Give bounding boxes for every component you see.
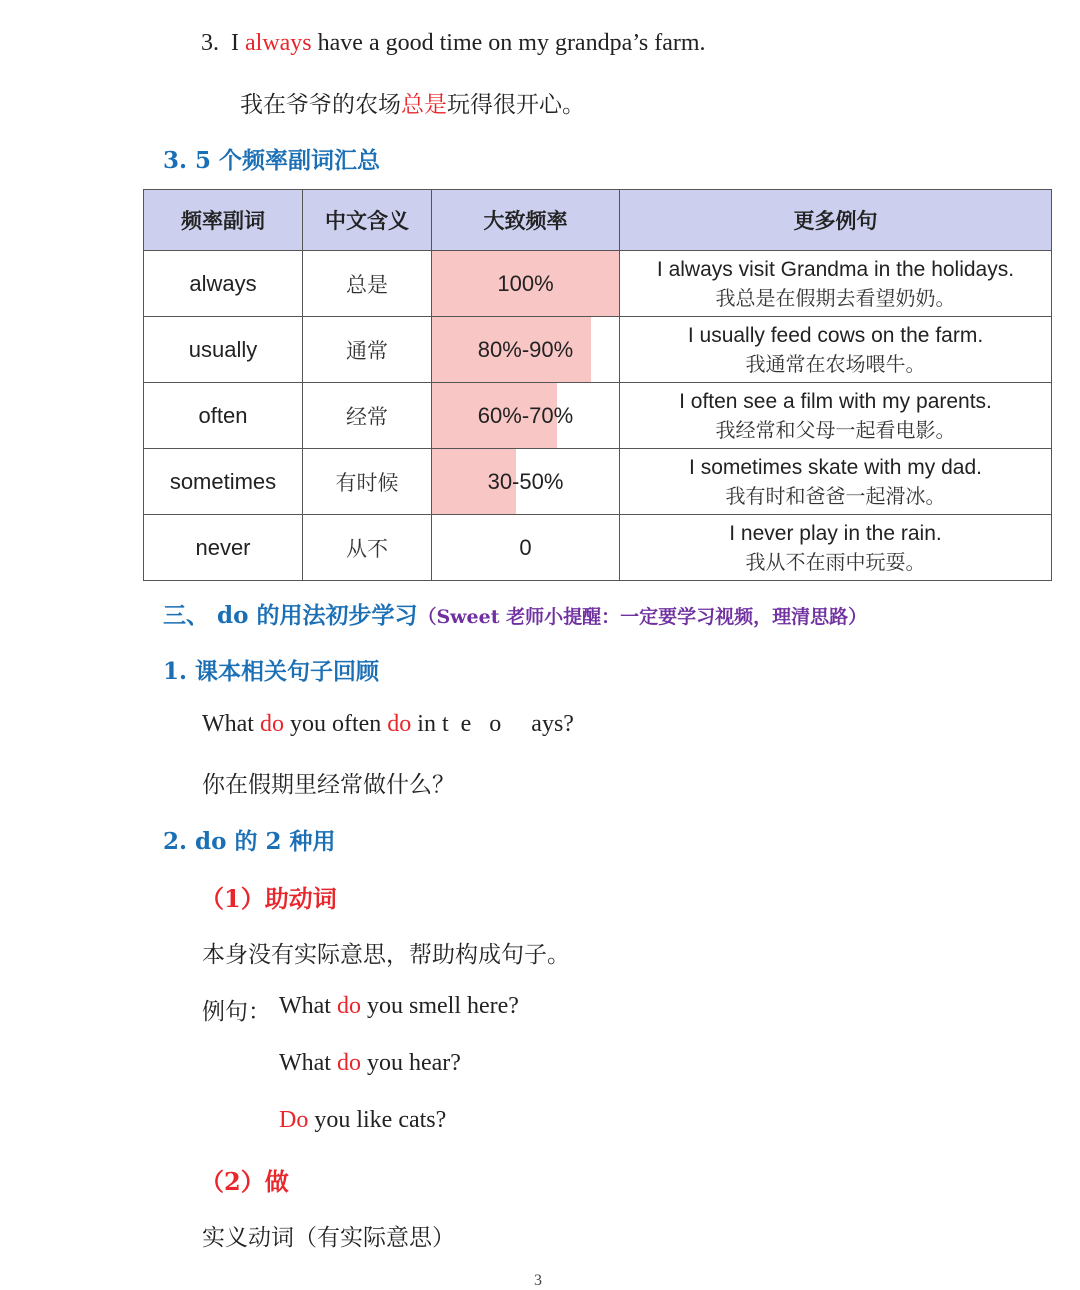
- example-en: I sometimes skate with my dad.: [689, 455, 982, 479]
- frequency-value: 0: [519, 534, 532, 560]
- example-sentence-3: [201, 30, 706, 57]
- page-number: 3: [534, 1272, 542, 1289]
- table-row: [144, 317, 1052, 383]
- ex1-post: you smell here?: [360, 993, 519, 1019]
- example-zh: 我通常在农场喂牛。: [745, 351, 926, 376]
- sentence-post: have a good time on my grandpa’s farm.: [311, 30, 706, 56]
- frequency-value: 100%: [497, 270, 554, 296]
- question-do-1: do: [259, 711, 284, 737]
- table-row: [144, 449, 1052, 515]
- frequency-cell: [432, 251, 620, 317]
- adverb-cell: often: [144, 383, 303, 449]
- example-zh: 我从不在雨中玩耍。: [745, 549, 926, 574]
- header-examples: 更多例句: [620, 190, 1052, 251]
- frequency-cell: [432, 317, 620, 383]
- adverb-cell: never: [144, 515, 303, 581]
- ex2-post: you hear?: [360, 1050, 461, 1076]
- part-auxiliary-verb-desc: 本身没有实际意思，帮助构成句子。: [202, 942, 570, 968]
- frequency-cell: [432, 383, 620, 449]
- table-row: [144, 515, 1052, 581]
- question-mid: you often: [283, 711, 388, 737]
- meaning-cell: 总是: [303, 251, 432, 317]
- frequency-value: 60%-70%: [477, 402, 574, 428]
- example-en: I always visit Grandma in the holidays.: [656, 257, 1015, 281]
- subheading-textbook-review: 1. 课本相关句子回顾: [163, 658, 380, 685]
- ex2-pre: What: [279, 1050, 337, 1076]
- table-row: [144, 251, 1052, 317]
- meaning-cell: 有时候: [303, 449, 432, 515]
- example-cell: [620, 449, 1052, 515]
- ex1-do: do: [336, 993, 361, 1019]
- meaning-cell: 通常: [303, 317, 432, 383]
- ex1-pre: What: [279, 993, 337, 1019]
- part-auxiliary-verb-title: （1）助动词: [200, 884, 337, 913]
- meaning-cell: 经常: [303, 383, 432, 449]
- section-heading-do-usage: [163, 597, 867, 630]
- example-en: I often see a film with my parents.: [679, 389, 992, 413]
- sentence-number: 3.: [201, 30, 219, 56]
- adverb-cell: sometimes: [144, 449, 303, 515]
- question-post: in t e o ays?: [411, 711, 574, 737]
- example-cell: [620, 515, 1052, 581]
- table-row: [144, 383, 1052, 449]
- section-do-note: （Sweet 老师小提醒：一定要学习视频，理清思路）: [417, 606, 868, 628]
- question-pre: What: [202, 711, 260, 737]
- frequency-value: 80%-90%: [477, 336, 574, 362]
- sentence-highlight: always: [245, 30, 312, 56]
- translation-highlight: 总是: [401, 92, 447, 118]
- example-en: I never play in the rain.: [729, 521, 942, 545]
- section-do-title: 三、 do 的用法初步学习: [163, 602, 418, 629]
- frequency-adverb-table: [143, 189, 1052, 581]
- example-sentence-3-translation: [240, 86, 585, 119]
- section-heading-frequency: 3. 5 个频率副词汇总: [163, 147, 381, 174]
- example-zh: 我有时和爸爸一起滑冰。: [725, 483, 946, 508]
- meaning-cell: 从不: [303, 515, 432, 581]
- sentence-pre: I: [231, 30, 245, 56]
- review-question-translation: 你在假期里经常做什么？: [202, 772, 455, 798]
- header-frequency: 大致频率: [432, 190, 620, 251]
- example-sentence-2: [279, 1050, 461, 1077]
- example-sentence-3-do: [279, 1107, 446, 1134]
- review-question: [202, 711, 574, 738]
- ex2-do: do: [336, 1050, 361, 1076]
- example-cell: [620, 383, 1052, 449]
- part-main-verb-title: （2）做: [200, 1167, 289, 1196]
- example-cell: [620, 251, 1052, 317]
- part-main-verb-desc: 实义动词（有实际意思）: [202, 1225, 455, 1251]
- frequency-cell: [432, 515, 620, 581]
- question-do-2: do: [387, 711, 412, 737]
- example-zh: 我总是在假期去看望奶奶。: [715, 285, 956, 310]
- example-cell: [620, 317, 1052, 383]
- header-meaning: 中文含义: [303, 190, 432, 251]
- example-en: I usually feed cows on the farm.: [687, 323, 984, 347]
- example-label: 例句：: [202, 999, 271, 1025]
- frequency-value: 30-50%: [487, 468, 564, 494]
- translation-pre: 我在爷爷的农场: [240, 92, 401, 118]
- header-adverb: 频率副词: [144, 190, 303, 251]
- frequency-cell: [432, 449, 620, 515]
- table-header-row: [144, 190, 1052, 251]
- adverb-cell: usually: [144, 317, 303, 383]
- ex3-post: you like cats?: [308, 1107, 447, 1133]
- example-sentence-1: [279, 993, 519, 1020]
- adverb-cell: always: [144, 251, 303, 317]
- example-zh: 我经常和父母一起看电影。: [715, 417, 956, 442]
- ex3-do: Do: [279, 1107, 309, 1133]
- translation-post: 玩得很开心。: [447, 92, 585, 118]
- subheading-do-uses: 2. do 的 2 种用: [163, 828, 336, 855]
